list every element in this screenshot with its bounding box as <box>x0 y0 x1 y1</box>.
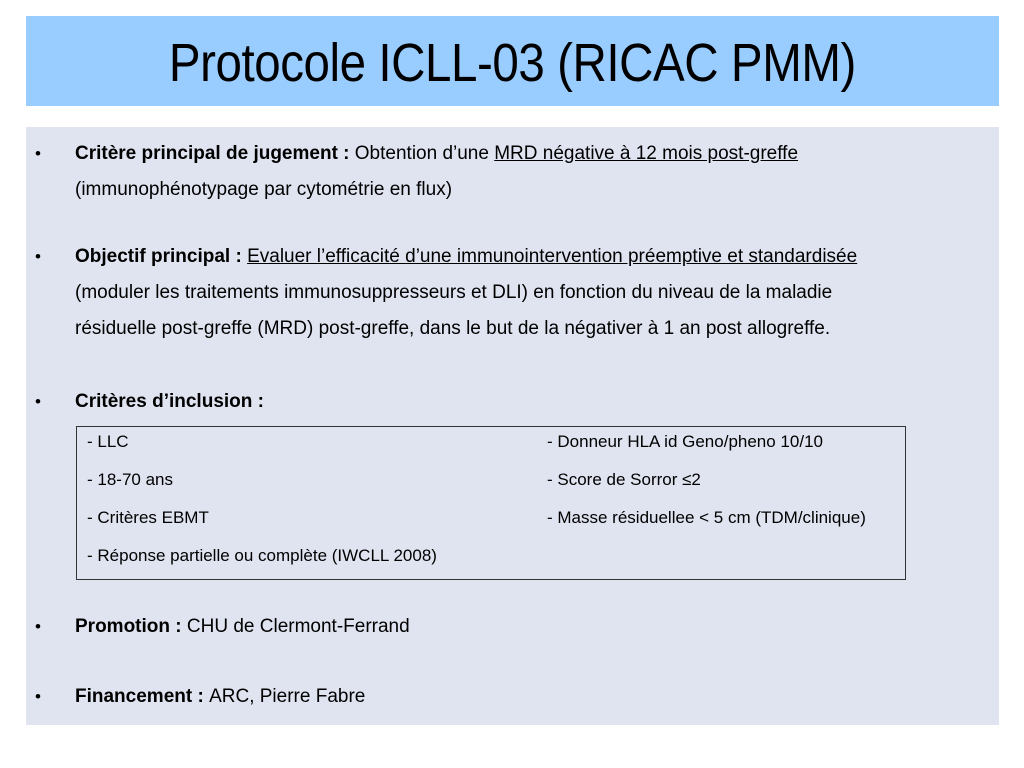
title-box <box>26 16 999 106</box>
bullet-dot: • <box>35 247 41 266</box>
content-box <box>26 127 999 725</box>
bullet-text <box>75 239 975 347</box>
bullet-line-1 <box>75 239 975 275</box>
inclusion-item-right: - Masse résiduellee < 5 cm (TDM/clinique) <box>547 508 866 527</box>
bullet-dot: • <box>35 144 41 163</box>
objectif-label: Objectif principal : <box>75 246 248 267</box>
bullet-line-3: résiduelle post-greffe (MRD) post-greffe, dans le but de la négativer à 1 an post allogreffe. <box>75 318 831 339</box>
critere-underlined: MRD négative à 12 mois post-greffe <box>494 143 799 164</box>
bullet-text <box>75 679 975 715</box>
inclusion-item-left: - Critères EBMT <box>87 508 209 527</box>
promotion-text: CHU de Clermont-Ferrand <box>186 616 410 637</box>
slide-title: Protocole ICLL-03 (RICAC PMM) <box>168 33 857 93</box>
bullet-text <box>75 609 975 645</box>
bullet-line-2: (moduler les traitements immunosuppresseurs et DLI) en fonction du niveau de la maladie <box>75 282 833 303</box>
bullet-dot: • <box>35 687 41 706</box>
promotion-label: Promotion : <box>75 616 187 637</box>
bullet-text <box>75 384 975 420</box>
inclusion-item-right: - Donneur HLA id Geno/pheno 10/10 <box>547 432 823 451</box>
inclusion-item-right: - Score de Sorror ≤2 <box>547 470 701 489</box>
critere-text: Obtention d’une <box>354 143 495 164</box>
financement-label: Financement : <box>75 686 210 707</box>
financement-text: ARC, Pierre Fabre <box>209 686 366 707</box>
inclusion-item-left: - Réponse partielle ou complète (IWCLL 2008) <box>87 546 437 565</box>
bullet-line-1 <box>75 136 975 172</box>
bullet-dot: • <box>35 617 41 636</box>
inclusion-criteria-box <box>76 426 906 580</box>
inclusion-label: Critères d’inclusion : <box>75 391 264 412</box>
bullet-dot: • <box>35 392 41 411</box>
inclusion-item-left: - 18-70 ans <box>87 470 173 489</box>
bullet-text <box>75 136 975 208</box>
inclusion-item-left: - LLC <box>87 432 129 451</box>
critere-label: Critère principal de jugement : <box>75 143 355 164</box>
bullet-line-2: (immunophénotypage par cytométrie en flux) <box>75 179 453 200</box>
objectif-underlined: Evaluer l’efficacité d’une immunointervention préemptive et standardisée <box>247 246 858 267</box>
